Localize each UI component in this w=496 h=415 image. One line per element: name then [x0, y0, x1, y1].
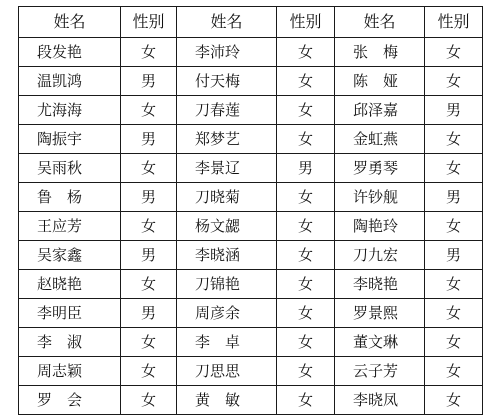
name-cell: 温凯鸿 [19, 67, 121, 96]
name-cell: 陶艳玲 [335, 212, 425, 241]
name-cell: 赵晓艳 [19, 270, 121, 299]
name-cell: 罗 会 [19, 386, 121, 415]
gender-cell: 女 [121, 38, 177, 67]
name-cell: 刀锦艳 [177, 270, 277, 299]
name-header: 姓名 [177, 7, 277, 38]
name-cell: 邱泽嘉 [335, 96, 425, 125]
gender-cell: 女 [277, 67, 335, 96]
gender-cell: 女 [277, 96, 335, 125]
table-row [19, 38, 483, 67]
name-cell: 王应芳 [19, 212, 121, 241]
gender-cell: 女 [121, 212, 177, 241]
name-cell: 陶振宇 [19, 125, 121, 154]
name-cell: 陈 娅 [335, 67, 425, 96]
gender-cell: 女 [277, 241, 335, 270]
gender-cell: 女 [425, 125, 483, 154]
gender-cell: 女 [121, 357, 177, 386]
name-cell: 李 卓 [177, 328, 277, 357]
name-cell: 李景辽 [177, 154, 277, 183]
name-cell: 刀春莲 [177, 96, 277, 125]
name-cell: 云子芳 [335, 357, 425, 386]
gender-cell: 女 [425, 328, 483, 357]
name-cell: 郑梦艺 [177, 125, 277, 154]
gender-cell: 女 [121, 154, 177, 183]
name-cell: 李沛玲 [177, 38, 277, 67]
name-cell: 李明臣 [19, 299, 121, 328]
name-cell: 李晓凤 [335, 386, 425, 415]
name-cell: 吴雨秋 [19, 154, 121, 183]
gender-cell: 男 [121, 241, 177, 270]
name-cell: 付天梅 [177, 67, 277, 96]
gender-cell: 女 [277, 328, 335, 357]
name-cell: 刀晓菊 [177, 183, 277, 212]
gender-cell: 男 [277, 154, 335, 183]
table-body [19, 38, 483, 415]
gender-cell: 女 [277, 299, 335, 328]
table-row [19, 299, 483, 328]
header-row [19, 7, 483, 38]
name-cell: 董文琳 [335, 328, 425, 357]
gender-header: 性别 [425, 7, 483, 38]
name-cell: 许钞舰 [335, 183, 425, 212]
gender-header: 性别 [121, 7, 177, 38]
gender-cell: 女 [425, 299, 483, 328]
name-cell: 刀九宏 [335, 241, 425, 270]
table-row [19, 212, 483, 241]
gender-cell: 女 [277, 125, 335, 154]
name-cell: 李晓涵 [177, 241, 277, 270]
gender-cell: 男 [121, 299, 177, 328]
gender-cell: 男 [121, 183, 177, 212]
gender-cell: 男 [121, 125, 177, 154]
gender-cell: 男 [425, 241, 483, 270]
gender-cell: 女 [277, 183, 335, 212]
gender-cell: 女 [425, 270, 483, 299]
name-header: 姓名 [19, 7, 121, 38]
name-cell: 周彦余 [177, 299, 277, 328]
name-cell: 罗勇琴 [335, 154, 425, 183]
gender-cell: 女 [277, 357, 335, 386]
table-row [19, 96, 483, 125]
gender-cell: 女 [277, 270, 335, 299]
table-row [19, 270, 483, 299]
gender-cell: 男 [425, 96, 483, 125]
roster-table [18, 6, 483, 415]
gender-cell: 男 [121, 67, 177, 96]
name-cell: 周志颖 [19, 357, 121, 386]
table-row [19, 241, 483, 270]
name-header: 姓名 [335, 7, 425, 38]
gender-cell: 女 [277, 38, 335, 67]
name-cell: 杨文勰 [177, 212, 277, 241]
table-row [19, 357, 483, 386]
name-cell: 黄 敏 [177, 386, 277, 415]
name-cell: 张 梅 [335, 38, 425, 67]
gender-cell: 男 [425, 183, 483, 212]
table-row [19, 125, 483, 154]
gender-cell: 女 [425, 386, 483, 415]
gender-header: 性别 [277, 7, 335, 38]
name-cell: 李 淑 [19, 328, 121, 357]
name-cell: 段发艳 [19, 38, 121, 67]
gender-cell: 女 [121, 270, 177, 299]
gender-cell: 女 [121, 386, 177, 415]
name-cell: 金虹燕 [335, 125, 425, 154]
gender-cell: 女 [121, 328, 177, 357]
table-row [19, 67, 483, 96]
table-row [19, 328, 483, 357]
gender-cell: 女 [425, 357, 483, 386]
gender-cell: 女 [277, 386, 335, 415]
gender-cell: 女 [425, 154, 483, 183]
gender-cell: 女 [425, 38, 483, 67]
gender-cell: 女 [121, 96, 177, 125]
name-cell: 尤海海 [19, 96, 121, 125]
name-cell: 鲁 杨 [19, 183, 121, 212]
table-row [19, 154, 483, 183]
name-cell: 李晓艳 [335, 270, 425, 299]
table-row [19, 183, 483, 212]
table-header [19, 7, 483, 38]
name-cell: 刀思思 [177, 357, 277, 386]
name-cell: 罗景熙 [335, 299, 425, 328]
table-row [19, 386, 483, 415]
gender-cell: 女 [425, 212, 483, 241]
name-cell: 吴家鑫 [19, 241, 121, 270]
gender-cell: 女 [425, 67, 483, 96]
gender-cell: 女 [277, 212, 335, 241]
